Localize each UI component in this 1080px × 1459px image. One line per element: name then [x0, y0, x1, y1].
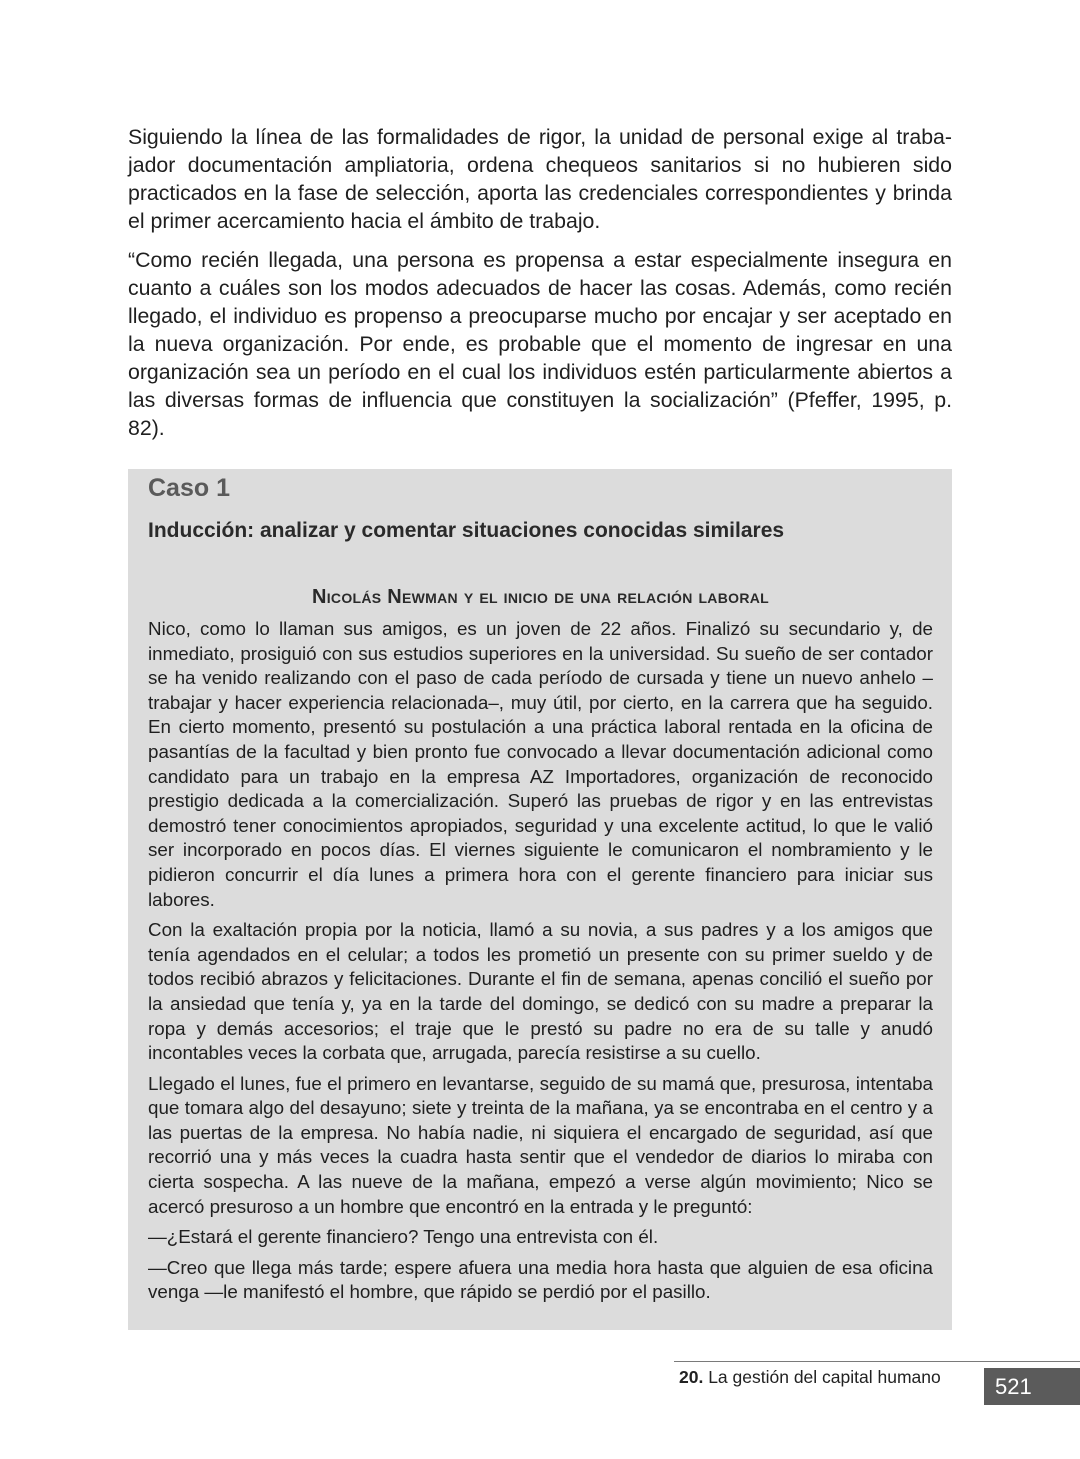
case-paragraph: Llegado el lunes, fue el primero en levantarse, seguido de su mamá que, presurosa, intentaba que tomara algo del desayuno; siete y treinta de la mañana, ya se encontraba en el centro y a las puertas de la empresa. No había nadie, ni siquiera el encargado de seguridad, así que recorrió una y más veces la cuadra hasta sentir que el vendedor de diarios lo miraba con cierta sospecha. A las nueve de la mañana, empezó a verse algún movimiento; Nico se acercó presuroso a un hombre que encontró en la entrada y le preguntó: [148, 1072, 933, 1217]
story-title: Nicolás Newman y el inicio de una relación laboral [312, 586, 769, 608]
case-paragraph: Nico, como lo llaman sus amigos, es un joven de 22 años. Finalizó su secundario y, de inmediato, prosiguió con sus estudios superiores en la universidad. Su sueño de ser contador se ha venido realizando con el paso de cada período de cursada y tiene un nuevo anhelo –trabajar y hacer experiencia relacionada–, muy útil, por cierto, en la carrera que ha seguido. En cierto momento, presentó su postulación a una práctica laboral rentada en la oficina de pasantías de la facultad y bien pronto fue convocado a llevar documentación adicional como candidato para un trabajo en la empresa AZ Importadores, organización de reconocido prestigio dedicada a la comercialización. Superó las pruebas de rigor y en las entrevistas demostró tener conocimientos apropiados, seguridad y una excelente actitud, lo que le valió ser incorporado en pocos días. El viernes siguiente le comunicaron el nombramiento y le pidieron concurrir el día lunes a primera hora con el gerente financiero para iniciar sus labores. [148, 618, 933, 910]
page-number: 521 [984, 1368, 1080, 1405]
footer-rule [674, 1361, 1080, 1362]
case-box [128, 469, 952, 1330]
intro-section [128, 123, 952, 453]
quote-paragraph: “Como recién llegada, una persona es propensa a estar especialmente insegura en cuanto a cuáles son los modos adecuados de hacer las cosas. Además, como recién llegado, el individuo es propenso a preocuparse mucho por encajar y ser aceptado en la nueva organización. Por ende, es probable que el momento de ingresar en una organización sea un período en el cual los individuos estén particularmente abiertos a las diversas formas de influencia que constituyen la socialización” (Pfeffer, 1995, p. 82). [128, 248, 952, 440]
intro-paragraph: Siguiendo la línea de las formalidades de rigor, la unidad de personal exige al trabajador documentación ampliatoria, ordena chequeos sanitarios si no hubieren sido practicados en la fase de selección, aporta las credenciales correspondientes y brinda el primer acercamiento hacia el ámbito de trabajo. [128, 125, 952, 233]
case-paragraph: Con la exaltación propia por la noticia, llamó a su novia, a sus padres y a los amigos que tenía agendados en el celular; a todos les prometió un presente con su primer sueldo y de todos recibió abrazos y felicitaciones. Durante el fin de semana, apenas concilió el sueño por la ansiedad que tenía y, ya en la tarde del domingo, se dedicó con su madre a preparar la ropa y demás accesorios; el traje que le prestó su padre no era de su talle y anudó incontables veces la corbata que, arrugada, parecía resistirse a su cuello. [148, 919, 933, 1064]
dialogue-line: —Creo que llega más tarde; espere afuera una media hora hasta que alguien de esa oficina venga —le manifestó el hombre, que rápido se perdió por el pasillo. [148, 1256, 933, 1303]
case-title: Caso 1 [148, 474, 230, 502]
case-subtitle: Inducción: analizar y comentar situaciones conocidas similares [148, 519, 785, 542]
page-footer [674, 1361, 1080, 1405]
chapter-number: 20. [679, 1367, 704, 1387]
chapter-label [679, 1366, 941, 1388]
chapter-title: La gestión del capital humano [708, 1367, 941, 1387]
dialogue-line: —¿Estará el gerente financiero? Tengo una entrevista con él. [148, 1226, 659, 1248]
